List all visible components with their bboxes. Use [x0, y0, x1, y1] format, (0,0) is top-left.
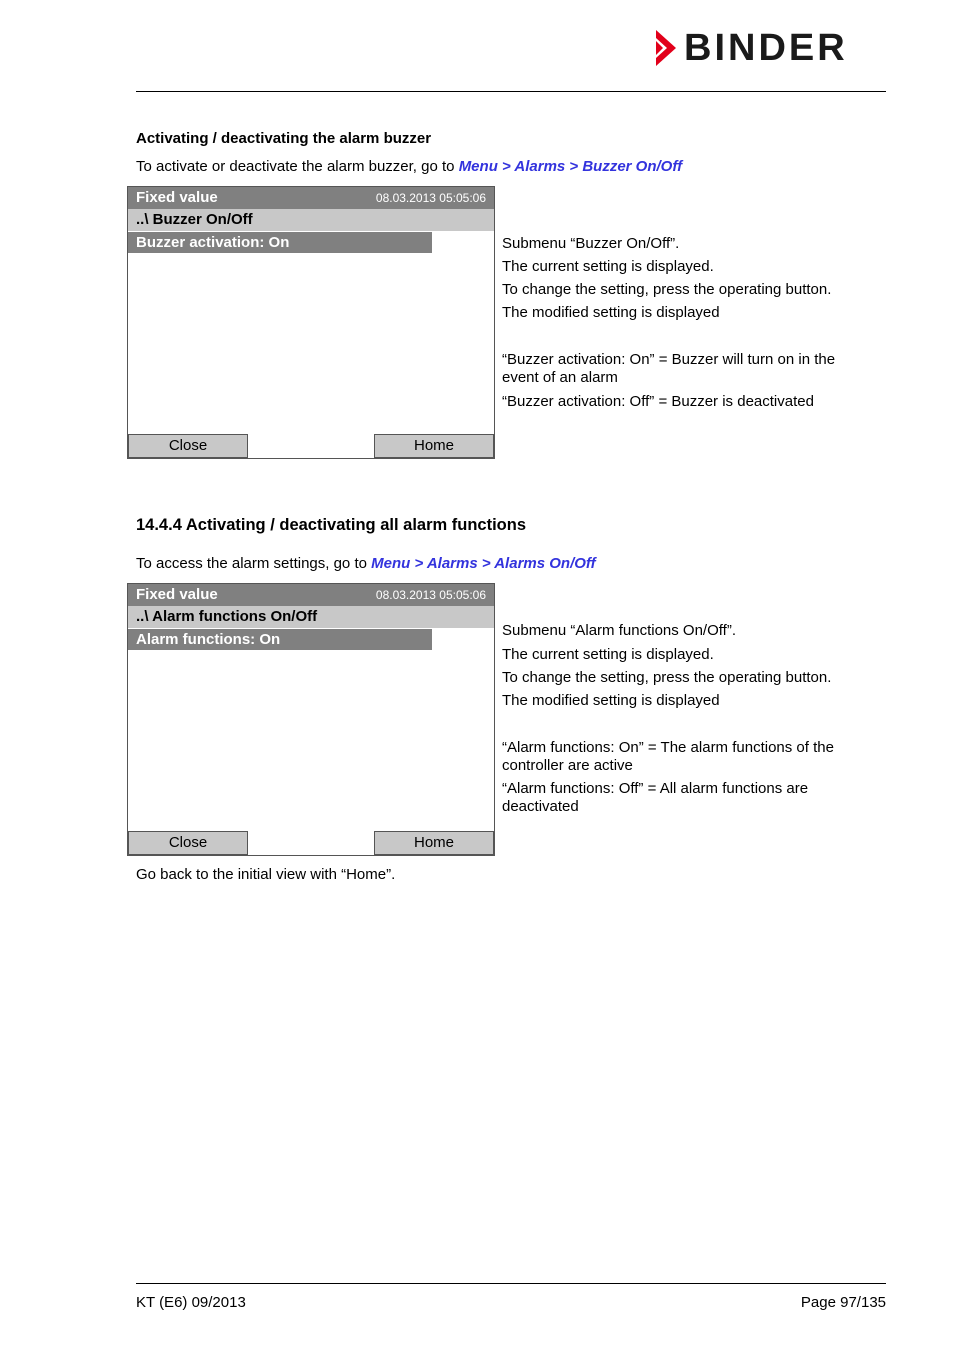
section-heading-alarm-functions: 14.4.4 Activating / deactivating all alarm functions	[136, 516, 527, 534]
screen-datetime: 08.03.2013 05:05:06	[375, 191, 486, 205]
note-line: Submenu “Alarm functions On/Off”.	[502, 622, 736, 639]
note-line: Submenu “Buzzer On/Off”.	[502, 235, 680, 252]
page-number: Page 97/135	[800, 1294, 886, 1311]
menu-item-label: Alarm functions: On	[136, 631, 281, 648]
note-line: “Buzzer activation: On” = Buzzer will turn on in the event of an alarm	[502, 351, 836, 386]
note-line: The modified setting is displayed	[502, 304, 720, 321]
screen-header	[128, 187, 494, 209]
footer-doc-id: KT (E6) 09/2013	[136, 1294, 246, 1311]
menu-path-link[interactable]: Menu > Alarms > Buzzer On/Off	[458, 158, 683, 175]
binder-logo	[654, 27, 888, 69]
note-line: “Buzzer activation: Off” = Buzzer is deactivated	[502, 393, 814, 410]
controller-screen-alarms	[127, 583, 495, 856]
header-rule	[136, 91, 886, 92]
note-line: The current setting is displayed.	[502, 258, 714, 275]
section-intro-alarms	[136, 555, 596, 573]
intro-text: To activate or deactivate the alarm buzzer, go to	[136, 158, 459, 175]
screen-datetime: 08.03.2013 05:05:06	[375, 588, 486, 602]
home-button[interactable]: Home	[374, 434, 494, 458]
note-line: To change the setting, press the operating button.	[502, 669, 832, 686]
breadcrumb-label: ..\ Alarm functions On/Off	[136, 608, 318, 625]
close-button[interactable]: Close	[128, 434, 248, 458]
note-line: “Alarm functions: On” = The alarm functions of the controller are active	[502, 739, 834, 774]
close-button[interactable]: Close	[128, 831, 248, 855]
intro-text: To access the alarm settings, go to	[136, 555, 372, 572]
logo-text: BINDER	[684, 27, 848, 69]
screen-title: Fixed value	[136, 189, 218, 206]
screen-header	[128, 584, 494, 606]
note-line: The current setting is displayed.	[502, 646, 714, 663]
menu-item-alarm-functions[interactable]	[128, 629, 432, 650]
screen-breadcrumb	[128, 209, 494, 231]
note-line: To change the setting, press the operating button.	[502, 281, 832, 298]
note-line: “Alarm functions: Off” = All alarm functions are deactivated	[502, 780, 809, 815]
footer-rule	[136, 1283, 886, 1284]
note-line: The modified setting is displayed	[502, 692, 720, 709]
binder-logo-icon	[654, 30, 680, 66]
menu-item-label: Buzzer activation: On	[136, 234, 290, 251]
section-heading-buzzer: Activating / deactivating the alarm buzzer	[136, 130, 432, 147]
menu-path-link[interactable]: Menu > Alarms > Alarms On/Off	[371, 555, 596, 572]
menu-item-buzzer-activation[interactable]	[128, 232, 432, 253]
breadcrumb-label: ..\ Buzzer On/Off	[136, 211, 253, 228]
controller-screen-buzzer	[127, 186, 495, 459]
footer-note: Go back to the initial view with “Home”.	[136, 866, 396, 883]
screen-breadcrumb	[128, 606, 494, 628]
section-intro-buzzer	[136, 158, 682, 176]
screen-title: Fixed value	[136, 586, 218, 603]
home-button[interactable]: Home	[374, 831, 494, 855]
